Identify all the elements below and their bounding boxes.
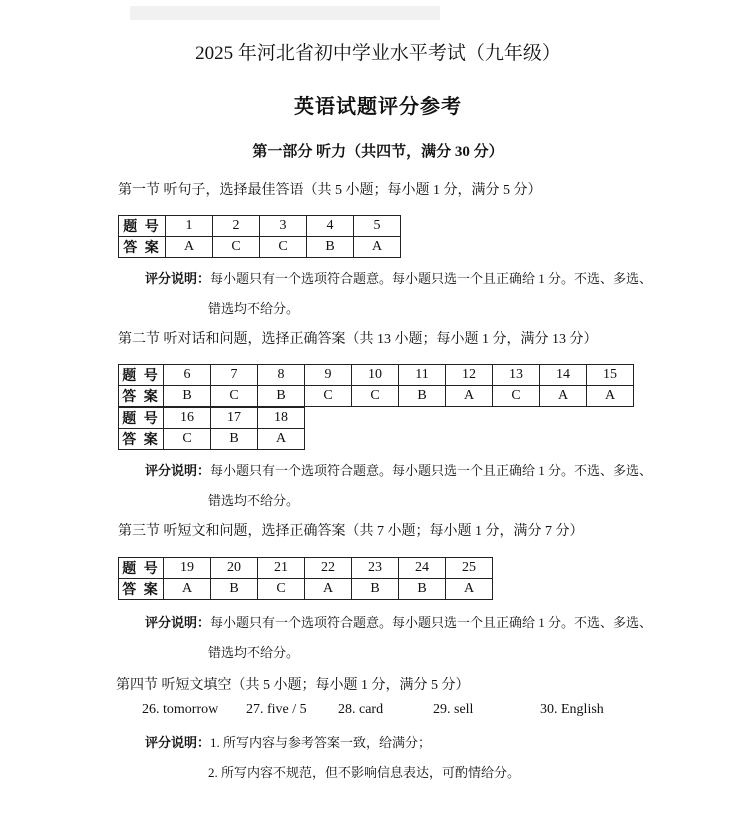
table-row — [119, 216, 401, 237]
scoring-note-label: 评分说明： — [145, 463, 211, 478]
scoring-note-text: 每小题只有一个选项符合题意。每小题只选一个且正确给 1 分。不选、多选、 — [210, 463, 653, 478]
scoring-note — [145, 612, 652, 631]
scoring-note-item-1: 1. 所写内容与参考答案一致，给满分； — [210, 735, 432, 750]
table-row — [119, 579, 493, 600]
answer-cell: C — [305, 386, 352, 407]
section-2-heading: 第二节 听对话和问题，选择正确答案（共 13 小题；每小题 1 分，满分 13 分） — [118, 332, 598, 347]
scoring-note-line2: 错选均不给分。 — [208, 645, 300, 660]
table-row — [119, 386, 634, 407]
section-1-heading: 第一节 听句子，选择最佳答语（共 5 小题；每小题 1 分，满分 5 分） — [118, 183, 542, 198]
row-label: 题 号 — [119, 365, 164, 386]
fill-answer-28: 28. card — [338, 702, 384, 717]
answer-cell: C — [493, 386, 540, 407]
question-number: 11 — [399, 365, 446, 386]
answer-cell: A — [446, 386, 493, 407]
scoring-note-text: 每小题只有一个选项符合题意。每小题只选一个且正确给 1 分。不选、多选、 — [210, 615, 653, 630]
scoring-note-label: 评分说明： — [145, 735, 211, 750]
answer-cell: B — [258, 386, 305, 407]
row-label: 答 案 — [119, 237, 166, 258]
answer-cell: B — [399, 579, 446, 600]
answer-cell: B — [352, 579, 399, 600]
row-label: 题 号 — [119, 408, 164, 429]
answer-cell: A — [354, 237, 401, 258]
question-number: 17 — [211, 408, 258, 429]
answer-cell: A — [258, 429, 305, 450]
answer-cell: A — [305, 579, 352, 600]
answer-cell: B — [399, 386, 446, 407]
table-row — [119, 237, 401, 258]
row-label: 答 案 — [119, 386, 164, 407]
question-number: 22 — [305, 558, 352, 579]
question-number: 25 — [446, 558, 493, 579]
scoring-note — [145, 268, 652, 287]
scoring-note-item-2: 2. 所写内容不规范，但不影响信息表达，可酌情给分。 — [208, 765, 521, 780]
table-row — [119, 558, 493, 579]
scoring-note-line2: 错选均不给分。 — [208, 301, 300, 316]
answer-cell: C — [211, 386, 258, 407]
answer-cell: B — [211, 429, 258, 450]
scoring-note-label: 评分说明： — [145, 615, 211, 630]
question-number: 10 — [352, 365, 399, 386]
question-number: 14 — [540, 365, 587, 386]
question-number: 24 — [399, 558, 446, 579]
answer-cell: A — [446, 579, 493, 600]
question-number: 19 — [164, 558, 211, 579]
row-label: 题 号 — [119, 558, 164, 579]
answer-cell: C — [213, 237, 260, 258]
answer-cell: B — [164, 386, 211, 407]
fill-answer-27: 27. five / 5 — [246, 702, 307, 717]
section-3-answer-table — [118, 557, 493, 600]
exam-title: 2025 年河北省初中学业水平考试（九年级） — [195, 43, 561, 64]
question-number: 8 — [258, 365, 305, 386]
question-number: 16 — [164, 408, 211, 429]
document-subtitle: 英语试题评分参考 — [294, 96, 462, 118]
section-3-heading: 第三节 听短文和问题，选择正确答案（共 7 小题；每小题 1 分，满分 7 分） — [118, 524, 584, 539]
question-number: 5 — [354, 216, 401, 237]
scoring-note-text: 每小题只有一个选项符合题意。每小题只选一个且正确给 1 分。不选、多选、 — [210, 271, 653, 286]
answer-cell: C — [258, 579, 305, 600]
question-number: 3 — [260, 216, 307, 237]
section-4-heading: 第四节 听短文填空（共 5 小题；每小题 1 分，满分 5 分） — [116, 678, 470, 693]
table-row — [119, 408, 305, 429]
question-number: 4 — [307, 216, 354, 237]
answer-cell: B — [211, 579, 258, 600]
answer-cell: C — [352, 386, 399, 407]
question-number: 12 — [446, 365, 493, 386]
question-number: 1 — [166, 216, 213, 237]
scan-artifact — [130, 6, 440, 20]
question-number: 2 — [213, 216, 260, 237]
scoring-note-label: 评分说明： — [145, 271, 211, 286]
question-number: 15 — [587, 365, 634, 386]
row-label: 题 号 — [119, 216, 166, 237]
question-number: 21 — [258, 558, 305, 579]
question-number: 7 — [211, 365, 258, 386]
section-1-answer-table — [118, 215, 401, 258]
answer-cell: C — [164, 429, 211, 450]
scoring-note — [145, 460, 652, 479]
row-label: 答 案 — [119, 429, 164, 450]
scoring-note — [145, 732, 431, 751]
fill-answer-29: 29. sell — [433, 702, 474, 717]
section-2-answer-table-continued — [118, 407, 305, 450]
answer-cell: A — [166, 237, 213, 258]
question-number: 23 — [352, 558, 399, 579]
answer-cell: B — [307, 237, 354, 258]
question-number: 6 — [164, 365, 211, 386]
question-number: 13 — [493, 365, 540, 386]
table-row — [119, 365, 634, 386]
section-2-answer-table — [118, 364, 634, 407]
fill-answer-26: 26. tomorrow — [142, 702, 219, 717]
answer-cell: A — [587, 386, 634, 407]
answer-cell: A — [164, 579, 211, 600]
table-row — [119, 429, 305, 450]
answer-cell: C — [260, 237, 307, 258]
answer-cell: A — [540, 386, 587, 407]
question-number: 18 — [258, 408, 305, 429]
part-heading: 第一部分 听力（共四节，满分 30 分） — [252, 144, 504, 160]
row-label: 答 案 — [119, 579, 164, 600]
question-number: 20 — [211, 558, 258, 579]
fill-answer-30: 30. English — [540, 702, 604, 717]
question-number: 9 — [305, 365, 352, 386]
scoring-note-line2: 错选均不给分。 — [208, 493, 300, 508]
